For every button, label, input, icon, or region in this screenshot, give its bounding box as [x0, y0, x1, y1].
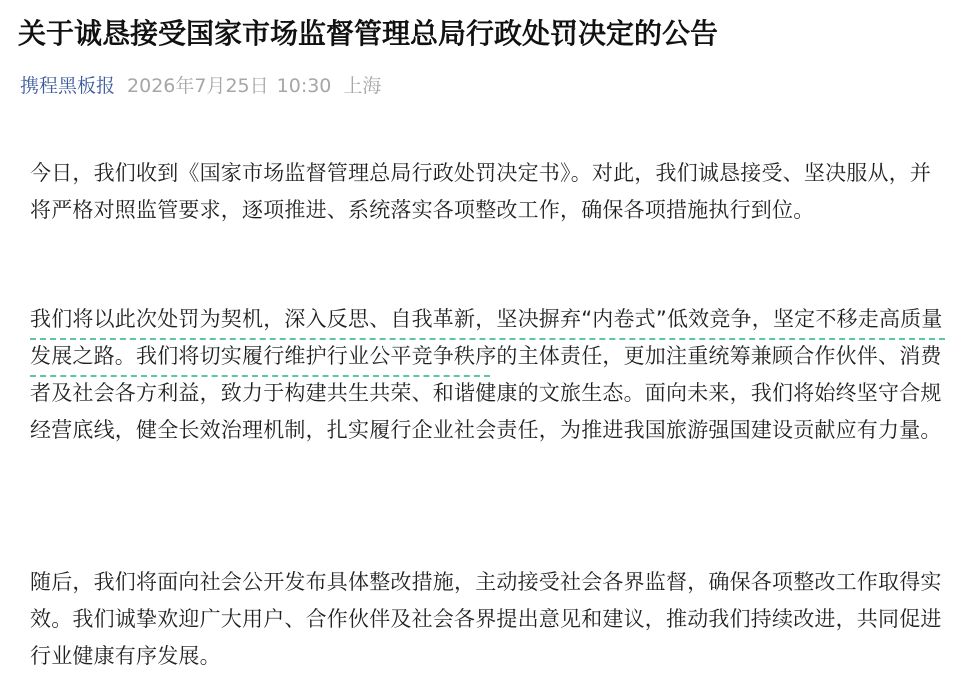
paragraph-2: 我们将以此次处罚为契机，深入反思、自我革新，坚决摒弃“内卷式”低效竞争，坚定不移走高质量发展之路。我们将切实履行维护行业公平竞争秩序的主体责任，更加注重统筹兼顾合作伙伴、消费者及社会各方利益，致力于构建共生共荣、和谐健康的文旅生态。面向未来，我们将始终坚守合规经营底线，健全长效治理机制，扎实履行企业社会责任，为推进我国旅游强国建设贡献应有力量。: [30, 307, 943, 442]
article-meta: [20, 70, 381, 102]
paragraph-1: 今日，我们收到《国家市场监督管理总局行政处罚决定书》。对此，我们诚恳接受、坚决服从，并将严格对照监管要求，逐项推进、系统落实各项整改工作，确保各项措施执行到位。: [30, 161, 932, 222]
article-title: 关于诚恳接受国家市场监督管理总局行政处罚决定的公告: [18, 17, 719, 50]
paragraph-3: 随后，我们将面向社会公开发布具体整改措施，主动接受社会各界监督，确保各项整改工作取得实效。我们诚挚欢迎广大用户、合作伙伴及社会各界提出意见和建议，推动我们持续改进，共同促进行业健康有序发展。: [30, 570, 942, 668]
publish-date: 2026年7月25日: [127, 75, 269, 97]
publish-location: 上海: [343, 75, 382, 97]
source-link[interactable]: 携程黑板报: [20, 75, 116, 97]
publish-time: 10:30: [276, 75, 332, 97]
